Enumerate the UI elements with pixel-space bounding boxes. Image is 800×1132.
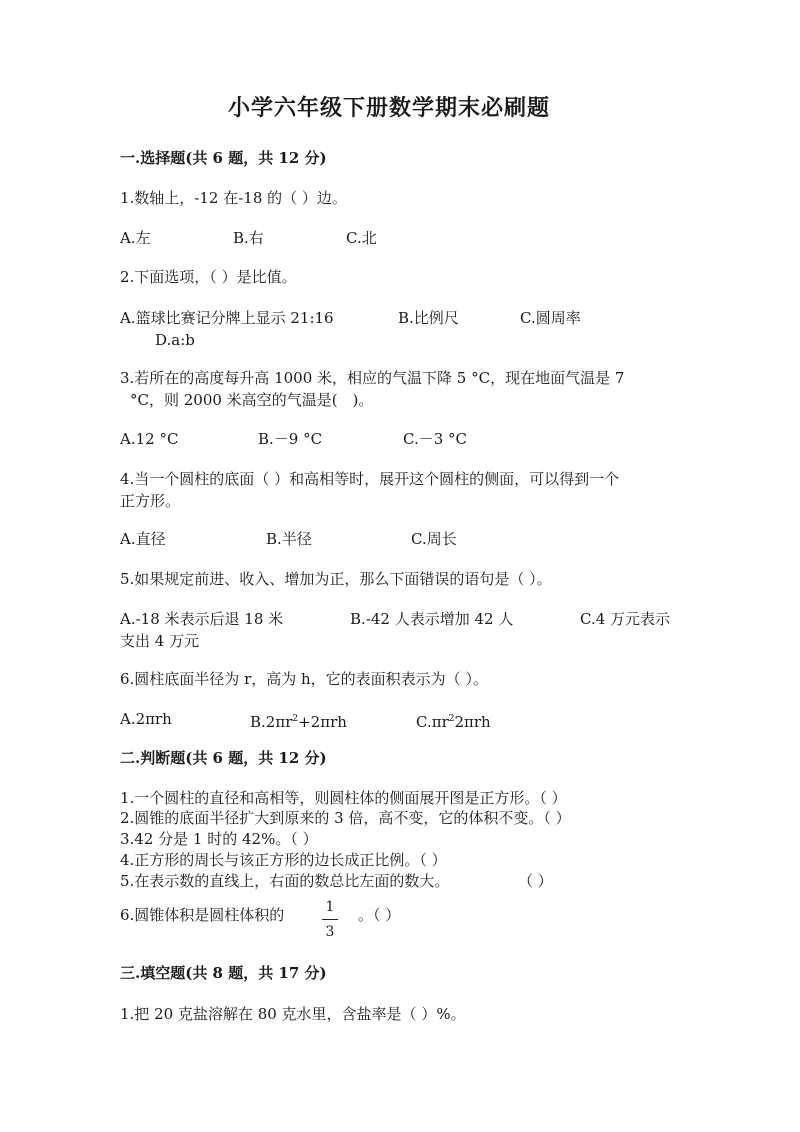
judge-item-1: 1.一个圆柱的直径和高相等，则圆柱体的侧面展开图是正方形。（ ）	[120, 789, 567, 807]
question-5: 5.如果规定前进、收入、增加为正，那么下面错误的语句是（ ）。	[120, 570, 552, 588]
option-a: A.篮球比赛记分牌上显示 21:16	[120, 309, 334, 327]
option-a: A.左	[120, 229, 151, 247]
question-3-line-1: 3.若所在的高度每升高 1000 米，相应的气温下降 5 °C，现在地面气温是 7	[120, 369, 625, 387]
option-c	[416, 709, 491, 732]
question-2: 2.下面选项，（ ）是比值。	[120, 268, 297, 286]
option-c-text-end: 2πrh	[454, 713, 491, 731]
fraction-numerator: 1	[325, 899, 335, 915]
option-c-continued: 支出 4 万元	[120, 632, 200, 650]
option-d: D.a:b	[155, 331, 195, 349]
option-a: A.12 °C	[120, 430, 179, 448]
option-c: C.圆周率	[520, 309, 581, 327]
option-b	[250, 709, 347, 732]
fraction-bar	[322, 919, 338, 920]
page-title: 小学六年级下册数学期末必刷题	[228, 95, 551, 121]
judge-item-5: 5.在表示数的直线上，右面的数总比左面的数大。	[120, 872, 450, 890]
question-4-line-1: 4.当一个圆柱的底面（ ）和高相等时，展开这个圆柱的侧面，可以得到一个	[120, 470, 620, 488]
question-3-line-2: °C，则 2000 米高空的气温是( )。	[130, 391, 374, 409]
fraction-denominator: 3	[325, 924, 335, 940]
option-a: A.2πrh	[120, 710, 172, 728]
fraction-one-third	[320, 899, 340, 940]
option-b-text-end: +2πrh	[298, 713, 347, 731]
option-c-text: C.πr	[416, 713, 449, 731]
option-c: C.北	[346, 229, 377, 247]
exponent: 2	[448, 714, 455, 724]
option-b: B.比例尺	[398, 309, 459, 327]
option-b: B.半径	[266, 530, 312, 548]
option-c: C.－3 °C	[403, 430, 467, 448]
option-a: A.直径	[120, 530, 166, 548]
option-b: B.右	[233, 229, 264, 247]
option-b: B.－9 °C	[258, 430, 323, 448]
question-1: 1.数轴上，-12 在-18 的（ ）边。	[120, 189, 347, 207]
option-b-text: B.2πr	[250, 713, 293, 731]
option-a: A.-18 米表示后退 18 米	[120, 610, 284, 628]
fill-item-1: 1.把 20 克盐溶解在 80 克水里，含盐率是（ ）%。	[120, 1005, 466, 1023]
question-4-line-2: 正方形。	[120, 492, 181, 510]
section-heading-choice: 一.选择题(共 6 题，共 12 分)	[120, 149, 327, 167]
option-c: C.4 万元表示	[580, 610, 671, 628]
judge-item-3: 3.42 分是 1 时的 42%。（ ）	[120, 830, 318, 848]
section-heading-fill: 三.填空题(共 8 题，共 17 分)	[120, 964, 327, 982]
judge-item-2: 2.圆锥的底面半径扩大到原来的 3 倍，高不变，它的体积不变。（ ）	[120, 809, 571, 827]
exponent: 2	[292, 714, 299, 724]
option-c: C.周长	[411, 530, 457, 548]
judge-item-6-end: 。（ ）	[358, 906, 401, 924]
section-heading-judge: 二.判断题(共 6 题，共 12 分)	[120, 749, 327, 767]
judge-item-6: 6.圆锥体积是圆柱体积的	[120, 906, 285, 924]
option-b: B.-42 人表示增加 42 人	[350, 610, 514, 628]
judge-item-5-answer-paren: （ ）	[518, 872, 553, 890]
question-6: 6.圆柱底面半径为 r，高为 h，它的表面积表示为（ ）。	[120, 670, 488, 688]
judge-item-4: 4.正方形的周长与该正方形的边长成正比例。（ ）	[120, 851, 447, 869]
